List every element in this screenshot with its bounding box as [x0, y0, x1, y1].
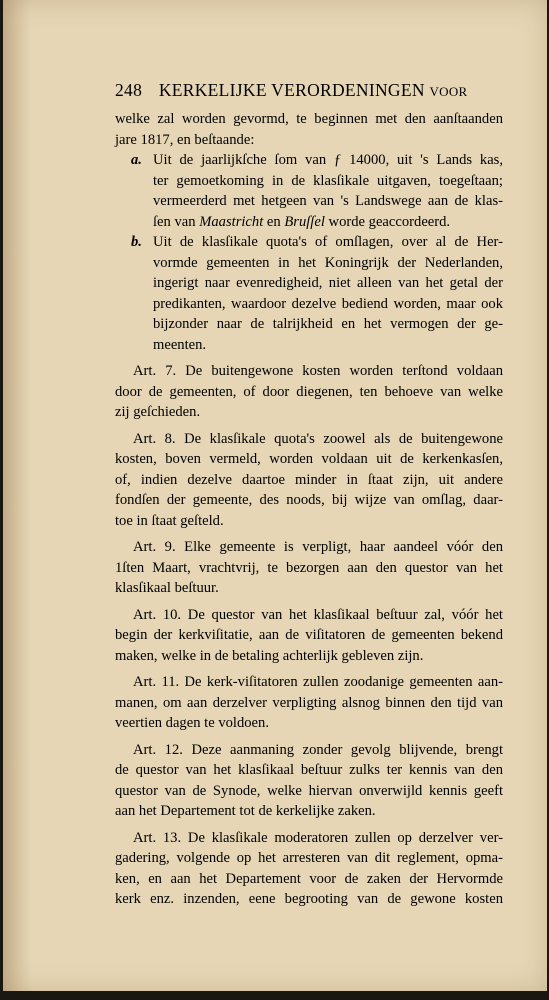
- list-marker: a.: [131, 152, 142, 168]
- text-line: 1ſten Maart, vrachtvrij, te bezorgen aan den questor van het: [115, 559, 503, 576]
- text-line: klasſikaal beſtuur.: [115, 580, 219, 596]
- article-12: Art. 12. Deze aanmaning zonder gevolg blijvende, brengt: [133, 741, 503, 758]
- page-body: [115, 109, 503, 910]
- text-line: of, indien dezelve daartoe minder in ſtaat zijn, uit andere: [115, 471, 503, 488]
- text-line: welke zal worden gevormd, te beginnen met den aanſtaanden: [115, 111, 503, 127]
- page-number: 248: [115, 80, 143, 100]
- text-line: ter gemoetkoming in de klasſikale uitgaven, toegeſtaan;: [153, 172, 503, 189]
- text-line: vermeerderd met hetgeen van 's Landswege aan de klas-: [153, 193, 503, 209]
- text-line: vormde gemeenten in het Koningrijk der Nederlanden,: [153, 254, 503, 271]
- header-title-small: VOOR: [429, 84, 468, 99]
- text-line: bijzonder naar de talrijkheid en het vermogen der ge-: [153, 316, 503, 332]
- text-line: maken, welke in de betaling achterlijk gebleven zijn.: [115, 647, 424, 664]
- text-line: ken, en aan het Departement voor de zaken der Hervormde: [115, 870, 503, 887]
- place-name: Bruſſel: [284, 213, 325, 230]
- text-line: ingerigt naar evenredigheid, niet alleen van het getal der: [153, 275, 503, 291]
- place-name: Maastricht: [199, 213, 264, 230]
- article-8: Art. 8. De klasſikale quota's zoowel als de buitengewone: [133, 430, 503, 447]
- text-line: toe in ſtaat geſteld.: [115, 512, 224, 529]
- text-line: meenten.: [153, 336, 207, 353]
- article-7: Art. 7. De buitengewone kosten worden terſtond voldaan: [133, 363, 503, 379]
- text-line: begin der kerkviſitatie, aan de viſitatoren de gemeenten bekend: [115, 627, 503, 643]
- list-marker: b.: [131, 234, 142, 250]
- text-line: kosten, boven vermeld, worden voldaan uit de kerkenkasſen,: [115, 451, 503, 467]
- text-line: aan het Departement tot de kerkelijke zaken.: [115, 803, 376, 819]
- article-10: Art. 10. De questor van het klasſikaal beſtuur zal, vóór het: [133, 606, 503, 623]
- article-13: Art. 13. De klasſikale moderatoren zullen op derzelver ver-: [133, 829, 503, 846]
- text-line: manen, om aan derzelver verpligting alsnog binnen den tijd van: [115, 694, 503, 711]
- text-line: questor van de Synode, welke hiervan onverwijld kennis geeft: [115, 782, 503, 799]
- text-line: predikanten, waardoor dezelve bediend worden, maar ook: [153, 295, 503, 312]
- text-line: zij geſchieden.: [115, 404, 201, 420]
- running-header: [115, 80, 475, 104]
- text-line: ſen van Maastricht en Bruſſel worde geaccordeerd.: [153, 213, 451, 230]
- list-item-b: b. Uit de klasſikale quota's of omſlagen, over al de Her-: [115, 232, 503, 253]
- text-line: jare 1817, en beſtaande:: [115, 131, 255, 148]
- text-line: veertien dagen te voldoen.: [115, 715, 269, 731]
- text-line: fondſen der gemeente, des noods, bij wijze van omſlag, daar-: [115, 492, 503, 508]
- header-title: KERKELIJKE VERORDENINGEN: [158, 80, 425, 100]
- list-item-a: a. Uit de jaarlijkſche ſom van ƒ 14000, uit 's Lands kas,: [115, 150, 503, 171]
- article-11: Art. 11. De kerk-viſitatoren zullen zoodanige gemeenten aan-: [133, 674, 503, 690]
- text-line: kerk enz. inzenden, eene begrooting van de gewone kosten: [115, 891, 503, 907]
- page-gutter-shadow: [3, 0, 31, 991]
- article-9: Art. 9. Elke gemeente is verpligt, haar aandeel vóór den: [133, 539, 503, 555]
- text-line: de questor van het klasſikaal beſtuur zulks ter kennis van den: [115, 762, 503, 778]
- text-line: door de gemeenten, of door diegenen, ten behoeve van welke: [115, 383, 503, 400]
- text-line: gadering, volgende op het arresteren van dit reglement, opma-: [115, 850, 503, 866]
